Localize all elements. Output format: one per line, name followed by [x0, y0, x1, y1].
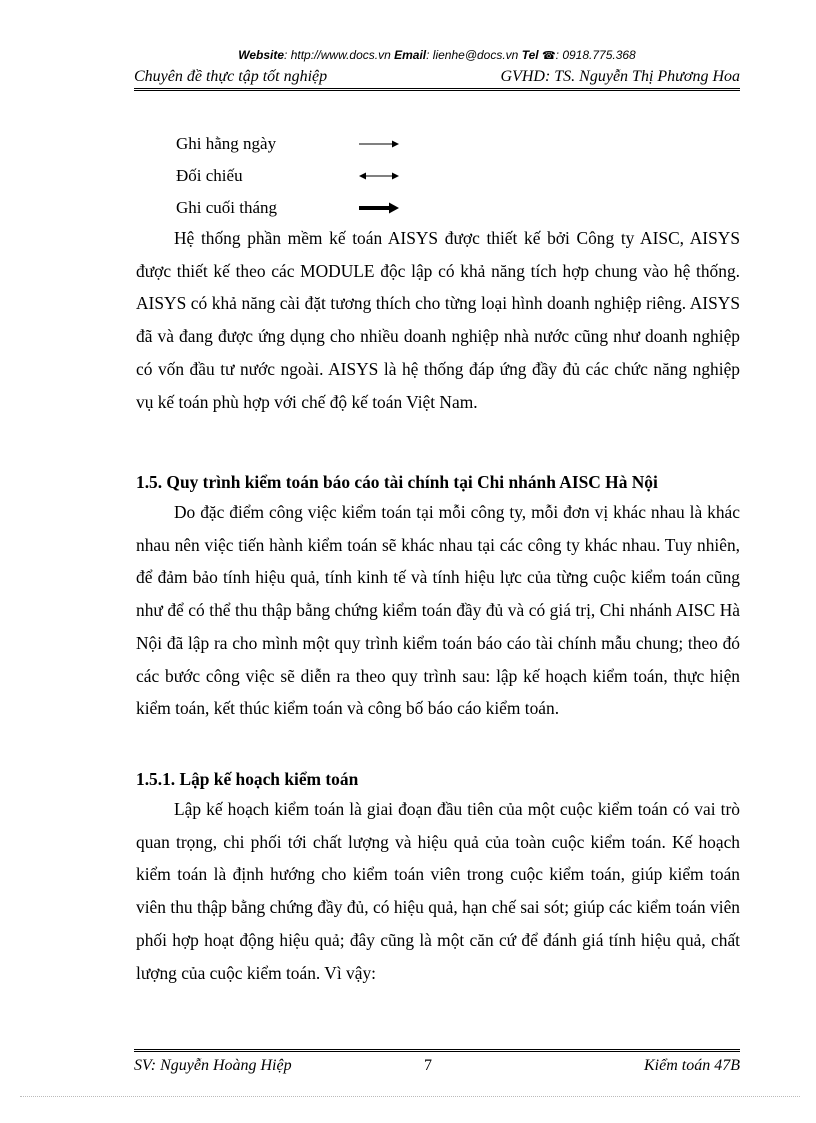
paragraph-text: Lập kế hoạch kiểm toán là giai đoạn đầu tiên của một cuộc kiểm toán có vai trò quan trọng, chi phối tới chất lượng và hiệu quả của toàn cuộc kiểm toán. Kế hoạch kiểm toán là định hướng cho kiểm toán viên trong cuộc kiểm toán, giúp kiểm toán viên thu thập bằng chứng đầy đủ, có hiệu quả, hạn chế sai sót; giúp các kiểm toán viên phối hợp hoạt động hiệu quả; đây cũng là một căn cứ để đánh giá tính hiệu quả, chất lượng của cuộc kiểm toán. Vì vậy:	[136, 799, 740, 983]
header-rule-2	[134, 90, 740, 91]
single-arrow-icon	[358, 137, 400, 151]
legend-item-daily	[176, 129, 416, 159]
paragraph-aisys	[136, 222, 740, 418]
tel-label: Tel	[521, 48, 539, 62]
website-value: : http://www.docs.vn	[284, 48, 391, 62]
website-label: Website	[238, 48, 285, 62]
tel-value: : 0918.775.368	[555, 48, 636, 62]
section-heading-1-5: 1.5. Quy trình kiểm toán báo cáo tài chính tại Chi nhánh AISC Hà Nội	[136, 472, 658, 492]
paragraph-audit-planning	[136, 793, 740, 989]
legend-label: Ghi cuối tháng	[176, 198, 278, 217]
paragraph-audit-process	[136, 496, 740, 725]
page-bottom-divider	[20, 1096, 800, 1097]
paragraph-text: Hệ thống phần mềm kế toán AISYS được thiết kế bởi Công ty AISC, AISYS được thiết kế theo các MODULE độc lập có khả năng tích hợp chung vào hệ thống. AISYS có khả năng cài đặt tương thích cho từng loại hình doanh nghiệp riêng. AISYS đã và đang được ứng dụng cho nhiều doanh nghiệp nhà nước cũng như doanh nghiệp có vốn đầu tư nước ngoài. AISYS là hệ thống đáp ứng đầy đủ các chức năng nghiệp vụ kế toán phù hợp với chế độ kế toán Việt Nam.	[136, 228, 740, 412]
footer-class: Kiểm toán 47B	[644, 1057, 740, 1074]
header-contact-line	[134, 48, 740, 63]
running-header	[134, 66, 740, 88]
header-left-title: Chuyên đề thực tập tốt nghiệp	[134, 68, 328, 85]
legend-item-monthly	[176, 193, 416, 223]
legend-item-compare	[176, 161, 416, 191]
section-heading-1-5-1: 1.5.1. Lập kế hoạch kiểm toán	[136, 769, 359, 789]
phone-icon: ☎	[541, 50, 556, 62]
header-rule	[134, 88, 740, 89]
thick-arrow-icon	[358, 201, 400, 215]
footer-rule-2	[134, 1051, 740, 1052]
legend-label: Ghi hằng ngày	[176, 134, 277, 153]
running-footer	[134, 1054, 740, 1078]
email-label: Email	[394, 48, 427, 62]
legend-label: Đối chiếu	[176, 166, 243, 185]
page-number: 7	[424, 1057, 432, 1074]
paragraph-text: Do đặc điểm công việc kiểm toán tại mỗi công ty, mỗi đơn vị khác nhau là khác nhau nên việc tiến hành kiểm toán sẽ khác nhau tại các công ty khác nhau. Tuy nhiên, để đảm bảo tính hiệu quả, tính kinh tế và tính hiệu lực của từng cuộc kiểm toán cũng như để có thể thu thập bằng chứng kiểm toán đầy đủ và có giá trị, Chi nhánh AISC Hà Nội đã lập ra cho mình một quy trình kiểm toán báo cáo tài chính mẫu chung; theo đó các bước công việc sẽ diễn ra theo quy trình sau: lập kế hoạch kiểm toán, thực hiện kiểm toán, kết thúc kiểm toán và công bố báo cáo kiểm toán.	[136, 502, 740, 719]
footer-student: SV: Nguyễn Hoàng Hiệp	[134, 1057, 292, 1074]
double-headed-arrow-icon	[358, 169, 400, 183]
footer-rule	[134, 1049, 740, 1050]
email-value: : lienhe@docs.vn	[426, 48, 519, 62]
header-right-title: GVHD: TS. Nguyễn Thị Phương Hoa	[500, 68, 740, 85]
